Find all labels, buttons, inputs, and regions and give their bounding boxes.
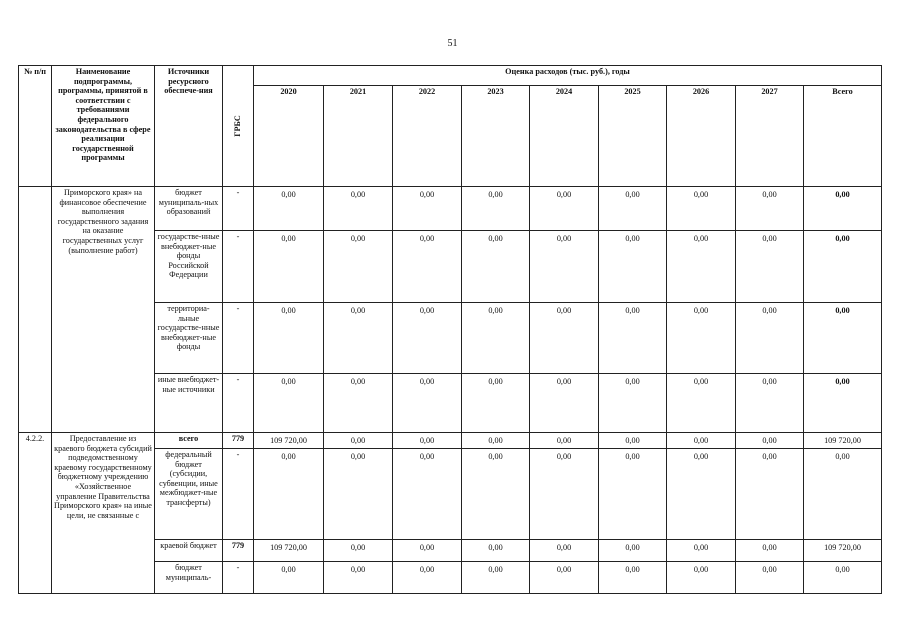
header-num: № п/п [19,66,52,187]
value-cell: 0,00 [393,231,462,303]
value-cell: 0,00 [393,374,462,433]
value-cell: 0,00 [530,187,599,231]
value-cell: 0,00 [530,562,599,594]
header-year: 2020 [254,86,324,187]
value-cell: 0,00 [736,374,804,433]
header-year: 2022 [393,86,462,187]
grbs-cell: - [223,562,254,594]
value-cell: 0,00 [667,562,736,594]
value-cell: 0,00 [462,433,530,449]
value-cell: 109 720,00 [254,433,324,449]
value-cell: 0,00 [324,540,393,562]
value-cell: 0,00 [599,433,667,449]
header-grbs: ГРБС [223,66,254,187]
value-cell: 0,00 [254,187,324,231]
value-cell: 0,00 [736,231,804,303]
grbs-cell: - [223,187,254,231]
source-cell: государстве-нные внебюджет-ные фонды Российской Федерации [155,231,223,303]
header-year: 2021 [324,86,393,187]
row-number: 4.2.2. [19,433,52,594]
value-cell: 0,00 [667,449,736,540]
value-cell: 0,00 [804,562,882,594]
value-cell: 0,00 [804,449,882,540]
value-cell: 0,00 [324,231,393,303]
value-cell: 0,00 [462,540,530,562]
value-cell: 0,00 [530,449,599,540]
grbs-cell: - [223,374,254,433]
value-cell: 0,00 [736,449,804,540]
source-cell: иные внебюджет-ные источники [155,374,223,433]
header-year: 2026 [667,86,736,187]
header-year: 2027 [736,86,804,187]
value-cell: 0,00 [804,231,882,303]
value-cell: 0,00 [462,187,530,231]
value-cell: 0,00 [324,187,393,231]
table-row [19,187,882,231]
value-cell: 0,00 [254,231,324,303]
source-cell: краевой бюджет [155,540,223,562]
source-cell: бюджет муниципаль-ных образований [155,187,223,231]
value-cell: 0,00 [393,303,462,374]
grbs-cell: - [223,303,254,374]
value-cell: 0,00 [736,187,804,231]
value-cell: 0,00 [530,540,599,562]
value-cell: 0,00 [667,540,736,562]
value-cell: 0,00 [393,562,462,594]
value-cell: 0,00 [736,433,804,449]
value-cell: 0,00 [324,433,393,449]
value-cell: 109 720,00 [804,540,882,562]
value-cell: 0,00 [393,187,462,231]
source-cell: бюджет муниципаль- [155,562,223,594]
source-cell: всего [155,433,223,449]
value-cell: 109 720,00 [254,540,324,562]
value-cell: 0,00 [667,433,736,449]
value-cell: 0,00 [254,374,324,433]
header-year: 2023 [462,86,530,187]
grbs-cell: 779 [223,540,254,562]
value-cell: 0,00 [667,374,736,433]
value-cell: 0,00 [254,303,324,374]
value-cell: 0,00 [530,303,599,374]
header-sources: Источники ресурсного обеспече-ния [155,66,223,187]
value-cell: 0,00 [393,540,462,562]
value-cell: 0,00 [254,449,324,540]
value-cell: 0,00 [462,449,530,540]
value-cell: 0,00 [599,303,667,374]
value-cell: 0,00 [804,303,882,374]
source-cell: федеральный бюджет (субсидии, субвенции, иные межбюджет-ные трансферты) [155,449,223,540]
value-cell: 0,00 [324,449,393,540]
header-name: Наименование подпрограммы, программы, принятой в соответствии с требованиями федерального законодательства в сфере реализации государственной программы [52,66,155,187]
expense-table [18,65,882,594]
value-cell: 0,00 [530,374,599,433]
source-cell: территориа-льные государстве-нные внебюджет-ные фонды [155,303,223,374]
value-cell: 0,00 [462,374,530,433]
header-year: Всего [804,86,882,187]
value-cell: 0,00 [462,231,530,303]
program-name: Предоставление из краевого бюджета субсидий подведомственному краевому государственному бюджетному учреждению «Хозяйственное управление Правительства Приморского края» на иные цели, не связанные с [52,433,155,594]
row-number [19,187,52,433]
value-cell: 0,00 [462,303,530,374]
value-cell: 0,00 [736,303,804,374]
value-cell: 0,00 [254,562,324,594]
value-cell: 0,00 [599,540,667,562]
grbs-cell: - [223,449,254,540]
value-cell: 0,00 [599,562,667,594]
value-cell: 0,00 [736,540,804,562]
page-number: 51 [447,38,458,49]
value-cell: 0,00 [393,433,462,449]
grbs-cell: - [223,231,254,303]
value-cell: 0,00 [393,449,462,540]
table-row [19,433,882,449]
value-cell: 0,00 [599,374,667,433]
value-cell: 0,00 [804,374,882,433]
grbs-cell: 779 [223,433,254,449]
value-cell: 0,00 [667,187,736,231]
header-year: 2024 [530,86,599,187]
value-cell: 0,00 [736,562,804,594]
value-cell: 0,00 [599,231,667,303]
value-cell: 0,00 [667,231,736,303]
header-estimate: Оценка расходов (тыс. руб.), годы [254,66,882,86]
value-cell: 0,00 [324,562,393,594]
value-cell: 0,00 [599,449,667,540]
value-cell: 0,00 [462,562,530,594]
value-cell: 0,00 [324,374,393,433]
value-cell: 0,00 [530,231,599,303]
value-cell: 0,00 [599,187,667,231]
value-cell: 0,00 [804,187,882,231]
header-year: 2025 [599,86,667,187]
value-cell: 0,00 [324,303,393,374]
value-cell: 0,00 [667,303,736,374]
value-cell: 0,00 [530,433,599,449]
program-name: Приморского края» на финансовое обеспечение выполнения государственного задания на оказание государственных услуг (выполнение работ) [52,187,155,433]
value-cell: 109 720,00 [804,433,882,449]
